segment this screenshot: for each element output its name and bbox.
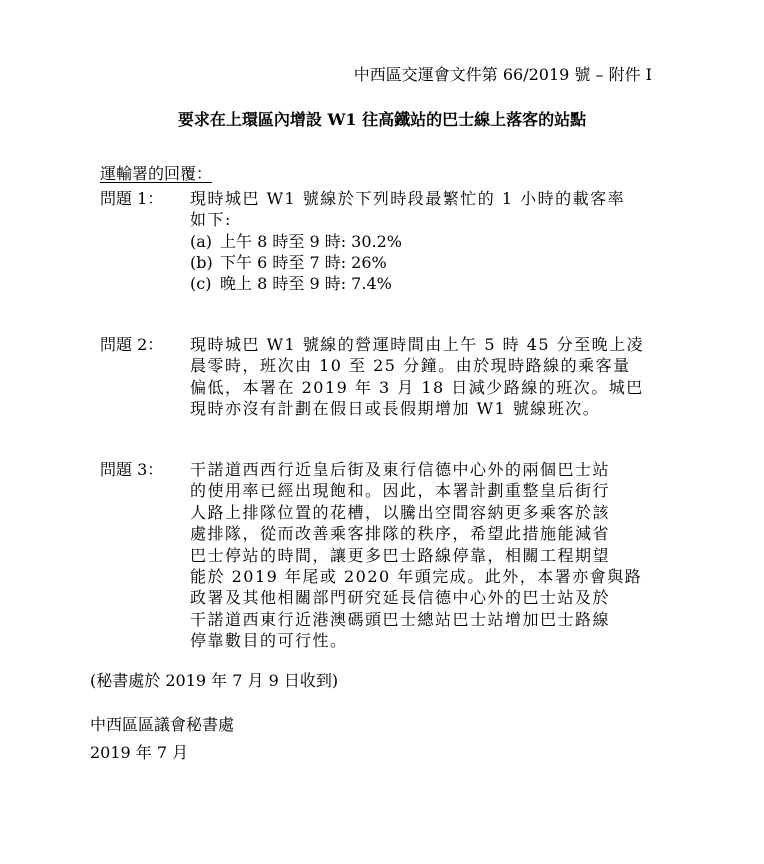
question-3-label: 問題 3： (100, 460, 164, 479)
question-3-line: 巴士停站的時間，讓更多巴士路線停靠，相關工程期望 (190, 546, 611, 565)
item-text: 晚上 8 時至 9 時: 7.4% (220, 274, 392, 293)
question-1-item-c (190, 271, 392, 294)
question-2-line: 偏低，本署在 2019 年 3 月 18 日減少路線的班次。城巴 (190, 378, 644, 397)
reply-heading: 運輸署的回覆： (100, 164, 213, 183)
item-letter: (a) (190, 232, 213, 251)
question-3-line: 干諾道西西行近皇后街及東行信德中心外的兩個巴士站 (190, 460, 611, 479)
question-1-label: 問題 1： (100, 189, 164, 208)
document-title: 要求在上環區內增設 W1 往高鐵站的巴士線上落客的站點 (177, 110, 587, 129)
question-1-line: 現時城巴 W1 號線於下列時段最繁忙的 1 小時的載客率 (190, 189, 626, 208)
document-reference: 中西區交運會文件第 66/2019 號 – 附件 I (353, 65, 652, 84)
question-3-line: 處排隊，從而改善乘客排隊的秩序，希望此措施能減省 (190, 524, 611, 543)
question-3-line: 能於 2019 年尾或 2020 年頭完成。此外，本署亦會與路 (190, 567, 643, 586)
item-letter: (c) (190, 274, 212, 293)
question-1-line: 如下: (190, 210, 232, 229)
item-text: 下午 6 時至 7 時: 26% (220, 253, 387, 272)
question-2-line: 現時亦沒有計劃在假日或長假期增加 W1 號線班次。 (190, 399, 601, 418)
question-2-line: 晨零時，班次由 10 至 25 分鐘。由於現時路線的乘客量 (190, 356, 631, 375)
question-2-label: 問題 2： (100, 335, 164, 354)
question-2-line: 現時城巴 W1 號線的營運時間由上午 5 時 45 分至晚上凌 (190, 335, 645, 354)
question-3-line: 的使用率已經出現飽和。因此，本署計劃重整皇后街行 (190, 481, 611, 500)
question-1-item-b (190, 250, 387, 273)
secretariat-name: 中西區區議會秘書處 (90, 715, 235, 734)
item-text: 上午 8 時至 9 時: 30.2% (220, 232, 403, 251)
question-1-item-a (190, 229, 402, 252)
item-letter: (b) (190, 253, 213, 272)
question-3-line: 人路上排隊位置的花槽，以騰出空間容納更多乘客於該 (190, 503, 611, 522)
question-3-line: 停靠數目的可行性。 (190, 631, 348, 650)
document-date: 2019 年 7 月 (90, 743, 189, 762)
question-3-line: 政署及其他相關部門研究延長信德中心外的巴士站及於 (190, 588, 611, 607)
received-note: (秘書處於 2019 年 7 月 9 日收到) (90, 671, 339, 690)
question-3-line: 干諾道西東行近港澳碼頭巴士總站巴士站增加巴士路線 (190, 610, 611, 629)
